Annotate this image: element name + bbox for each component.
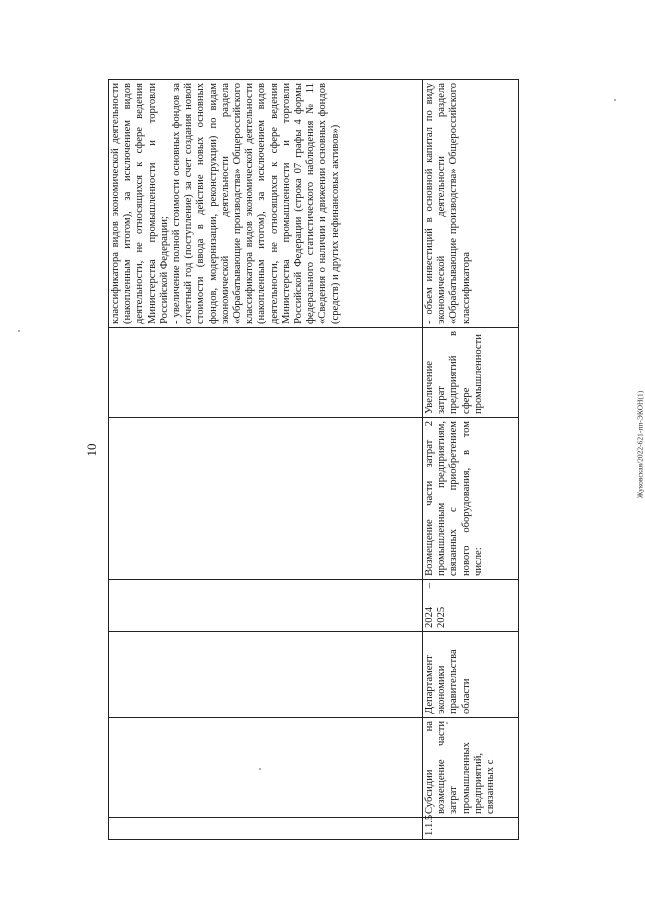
cell-indicators: - объем инвестиций в основной капитал по виду экономической деятельности раздела «Обрабатывающие производства» Общероссийского классификатора	[423, 80, 519, 328]
cell-period: 2024 – 2025	[423, 580, 519, 632]
scan-speck	[614, 99, 616, 101]
table-row-continued	[109, 80, 423, 840]
cell-event: Субсидии на возмещение части затрат промышленных предприятий, связанных с	[423, 718, 519, 818]
table-viewport	[108, 80, 518, 840]
document-footer: Жуковская/2022-621-пп-ЭКОН(1)	[635, 390, 645, 499]
cell-result: Увеличение затрат предприятий в сфере промышленности	[423, 328, 519, 418]
cell-executor: Департамент экономики правительства области	[423, 632, 519, 718]
table-row-1-1-5	[423, 80, 519, 840]
scan-speck	[18, 330, 20, 332]
table-container	[108, 80, 518, 840]
cell-indicators: классификатора видов экономической деятельности (накопленным итогом), за исключением видов деятельности, не относящихся к сфере ведения Министерства промышленности и торговли Российской Федерации; - увеличение полной стоимости основных фондов за отчетный год (поступление) за счет создания новой стоимости (ввода в действие новых основных фондов, модернизации, реконструкции) по видам экономической деятельности раздела «Обрабатывающие производства» Общероссийского классификатора видов экономической деятельности (накопленным итогом), за исключением видов деятельности, не относящихся к сфере ведения Министерства промышленности и торговли Российской Федерации (строка 07 графы 4 формы федерального статистического наблюдения № 11 «Сведения о наличии и движении основных фондов (средств) и других нефинансовых активов»)	[109, 80, 423, 328]
cell-executor	[109, 632, 423, 718]
events-table	[108, 79, 519, 840]
cell-period	[109, 580, 423, 632]
cell-direction: Возмещение части затрат 2 промышленным предприятиям, связанных с приобретением нового оборудования, в том числе:	[423, 418, 519, 580]
cell-event	[109, 718, 423, 818]
cell-num	[109, 818, 423, 840]
cell-num: 1.1.5	[423, 818, 519, 840]
cell-result	[109, 328, 423, 418]
page-number: 10	[84, 443, 99, 457]
cell-direction	[109, 418, 423, 580]
